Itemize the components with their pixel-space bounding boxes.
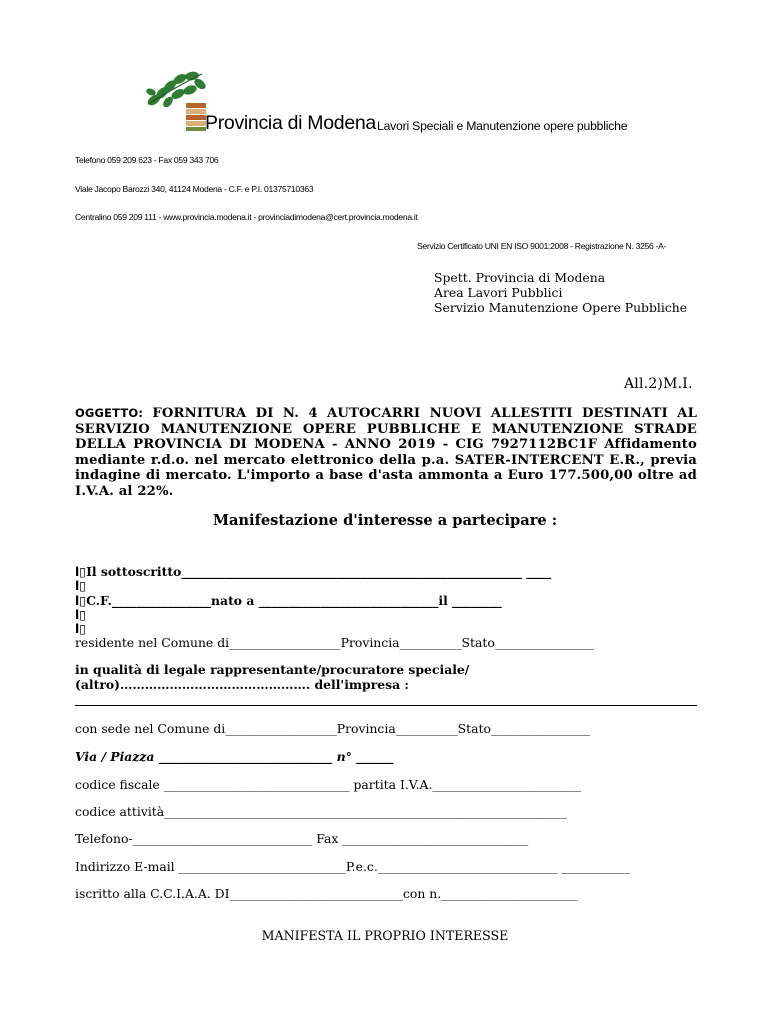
gender-line: [75, 621, 86, 636]
email-pec-line[interactable]: Indirizzo E-mail ___________________________P.e.c._____________________________ ___________: [75, 859, 630, 874]
street-line[interactable]: [75, 749, 393, 764]
form-title: Manifestazione d'interesse a partecipare :: [212, 512, 558, 529]
gender-box-icon: l▯: [75, 578, 87, 593]
street-number-label: n°: [336, 749, 352, 764]
gender-box-icon: l▯: [75, 621, 87, 636]
gender-box-icon: l▯: [75, 564, 87, 579]
cf-birth-line[interactable]: [75, 593, 502, 608]
closing-statement: MANIFESTA IL PROPRIO INTERESSE: [261, 928, 509, 943]
certification-note: Servizio Certificato UNI EN ISO 9001:2008 - Registrazione N. 3256 -A-: [417, 241, 667, 251]
contact-web-email: Centralino 059 209 111 - www.provincia.modena.it - provinciadimodena@cert.provincia.modena.it: [75, 212, 418, 222]
street-field[interactable]: ____________________________: [158, 749, 333, 764]
gender-box-icon: l▯: [75, 607, 87, 622]
company-name-rule[interactable]: [75, 705, 697, 706]
activity-code-line[interactable]: codice attività_________________________________________________________________: [75, 804, 567, 819]
sottoscritto-label: Il sottoscritto: [86, 564, 182, 579]
sottoscritto-field[interactable]: _______________________________________________________ ____: [181, 564, 552, 579]
birthplace-label: nato a: [211, 593, 255, 608]
subject-lead: OGGETTO:: [75, 406, 144, 420]
gender-box-icon: l▯: [75, 593, 87, 608]
street-label: Via / Piazza: [75, 749, 155, 764]
sottoscritto-line[interactable]: [75, 564, 551, 579]
contact-address: Viale Jacopo Barozzi 340, 41124 Modena - C.F. e P.I. 01375710363: [75, 184, 314, 194]
gender-line: [75, 578, 86, 593]
cf-field[interactable]: ________________: [111, 593, 212, 608]
company-seat-line[interactable]: con sede nel Comune di__________________Provincia__________Stato________________: [75, 721, 591, 736]
oak-leaves-logo-icon: [142, 66, 208, 132]
department-name: Lavori Speciali e Manutenzione opere pubbliche: [377, 119, 628, 133]
contact-phone-fax: Telefono 059 209 623 - Fax 059 343 706: [75, 155, 219, 165]
cciaa-line[interactable]: iscritto alla C.C.I.A.A. DI____________________________con n.______________________: [75, 886, 578, 901]
gender-line: [75, 607, 86, 622]
subject-text: FORNITURA DI N. 4 AUTOCARRI NUOVI ALLESTITI DESTINATI AL SERVIZIO MANUTENZIONE OPERE PUBBLICHE E MANUTENZIONE STRADE DELLA PROVINCIA DI MODENA - ANNO 2019 - CIG 7927112BC1F Affidamento mediante r.d.o. nel mercato elettronico della p.a. SATER-INTERCENT E.R., previa indagine di mercato. L'importo a base d'asta ammonta a Euro 177.500,00 oltre ad I.V.A. al 22%.: [75, 406, 697, 499]
cf-label: C.F.: [86, 593, 112, 608]
province-name: Provincia di Modena: [205, 112, 376, 134]
phone-fax-line[interactable]: Telefono-_____________________________ Fax ______________________________: [75, 831, 529, 846]
recipient-line-1: Spett. Provincia di Modena: [434, 270, 606, 285]
birthplace-field[interactable]: _____________________________: [258, 593, 439, 608]
subject-paragraph: [75, 406, 697, 500]
birthdate-label: il: [438, 593, 448, 608]
attachment-reference: All.2)M.I.: [624, 376, 693, 392]
recipient-line-3: Servizio Manutenzione Opere Pubbliche: [434, 300, 688, 315]
residence-line[interactable]: residente nel Comune di__________________Provincia__________Stato________________: [75, 635, 594, 650]
birthdate-field[interactable]: ________: [452, 593, 502, 608]
tax-code-vat-line[interactable]: codice fiscale ______________________________ partita I.V.A.________________________: [75, 777, 582, 792]
role-line-1: in qualità di legale rappresentante/procuratore speciale/: [75, 662, 470, 677]
role-line-2[interactable]: (altro)………………………………………. dell'impresa :: [75, 677, 410, 692]
street-number-field[interactable]: ______: [356, 749, 394, 764]
recipient-line-2: Area Lavori Pubblici: [434, 285, 563, 300]
